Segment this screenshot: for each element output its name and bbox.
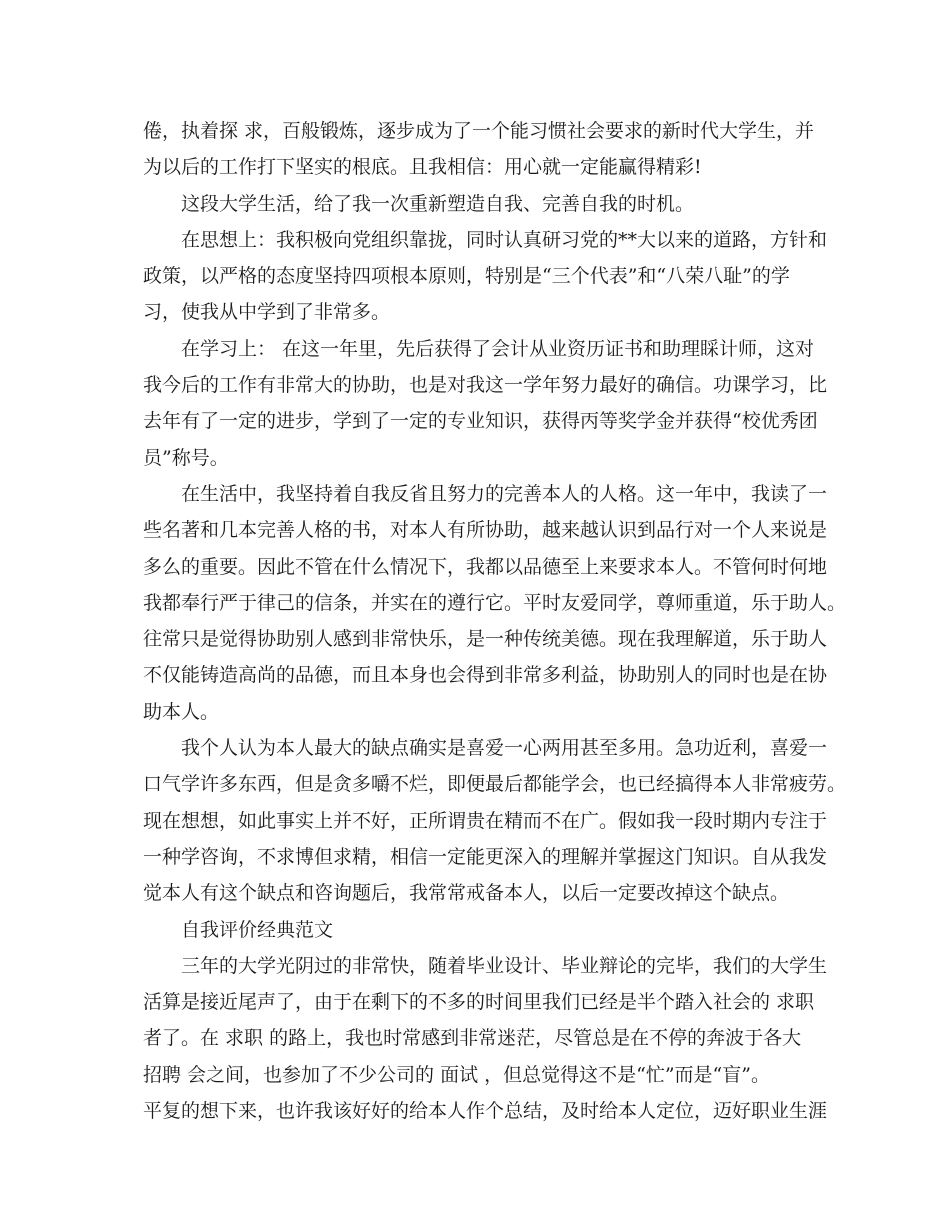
text-line: 招聘 会之间，也参加了不少公司的 面试 ，但总觉得这不是“忙”而是“盲”。: [143, 1063, 770, 1086]
text-line: 去年有了一定的进步，学到了一定的专业知识，获得丙等奖学金并获得“校优秀团: [143, 410, 818, 433]
text-line: 员”称号。: [143, 446, 229, 469]
text-line: 我今后的工作有非常大的协助，也是对我这一学年努力最好的确信。功课学习，比: [143, 374, 828, 397]
text-line: 觉本人有这个缺点和咨询题后，我常常戒备本人，以后一定要改掉这个缺点。: [143, 882, 790, 905]
text-line: 活算是接近尾声了，由于在剩下的不多的时间里我们已经是半个踏入社会的 求职: [143, 991, 815, 1014]
text-line: 多么的重要。因此不管在什么情况下，我都以品德至上来要求本人。不管何时何地: [143, 555, 828, 578]
paragraph-weakness: 我个人认为本人最大的缺点确实是喜爱一心两用甚至多用。急功近利，喜爱一: [181, 737, 828, 760]
text-line: 我都奉行严于律己的信条，并实在的遵行它。平时友爱同学，尊师重道，乐于助人。: [143, 591, 847, 614]
text-line: 助本人。: [143, 700, 220, 723]
text-line: 习，使我从中学到了非常多。: [143, 301, 391, 324]
text-line: 不仅能铸造高尚的品德，而且本身也会得到非常多利益，协助别人的同时也是在协: [143, 664, 828, 687]
text-line: 者了。在 求职 的路上，我也时常感到非常迷茫，尽管总是在不停的奔波于各大: [143, 1027, 802, 1050]
text-line: 些名著和几本完善人格的书，对本人有所协助，越来越认识到品行对一个人来说是: [143, 519, 828, 542]
paragraph-thought: 在思想上：我积极向党组织靠拢，同时认真研习党的**大以来的道路，方针和: [181, 228, 828, 251]
text-line: 倦，执着探 求，百般锻炼，逐步成为了一个能习惯社会要求的新时代大学生，并: [143, 120, 815, 142]
paragraph-life: 在生活中，我坚持着自我反省且努力的完善本人的人格。这一年中，我读了一: [181, 482, 828, 505]
text-line: 政策，以严格的态度坚持四项根本原则，特别是“三个代表”和“八荣八耻”的学: [143, 265, 790, 288]
text-line: 平复的想下来，也许我该好好的给本人作个总结，及时给本人定位，迈好职业生涯: [143, 1100, 828, 1123]
text-line: 为以后的工作打下坚实的根底。且我相信：用心就一定能赢得精彩!: [143, 156, 702, 179]
paragraph-intro: 这段大学生活，给了我一次重新塑造自我、完善自我的时机。: [181, 192, 695, 215]
text-line: 现在想想，如此事实上并不好，正所谓贵在精而不在广。假如我一段时期内专注于: [143, 809, 828, 832]
paragraph-study: 在学习上： 在这一年里，先后获得了会计从业资历证书和助理睬计师，这对: [181, 337, 815, 360]
text-line: 往常只是觉得协助别人感到非常快乐，是一种传统美德。现在我理解道，乐于助人: [143, 628, 828, 651]
paragraph-summary: 三年的大学光阴过的非常快，随着毕业设计、毕业辩论的完毕，我们的大学生: [181, 954, 828, 977]
section-heading: 自我评价经典范文: [181, 918, 334, 941]
text-line: 一种学咨询，不求博但求精，相信一定能更深入的理解并掌握这门知识。自从我发: [143, 845, 828, 868]
text-line: 口气学许多东西，但是贪多嚼不烂，即便最后都能学会，也已经搞得本人非常疲劳。: [143, 773, 847, 796]
document-body: [143, 113, 847, 1129]
